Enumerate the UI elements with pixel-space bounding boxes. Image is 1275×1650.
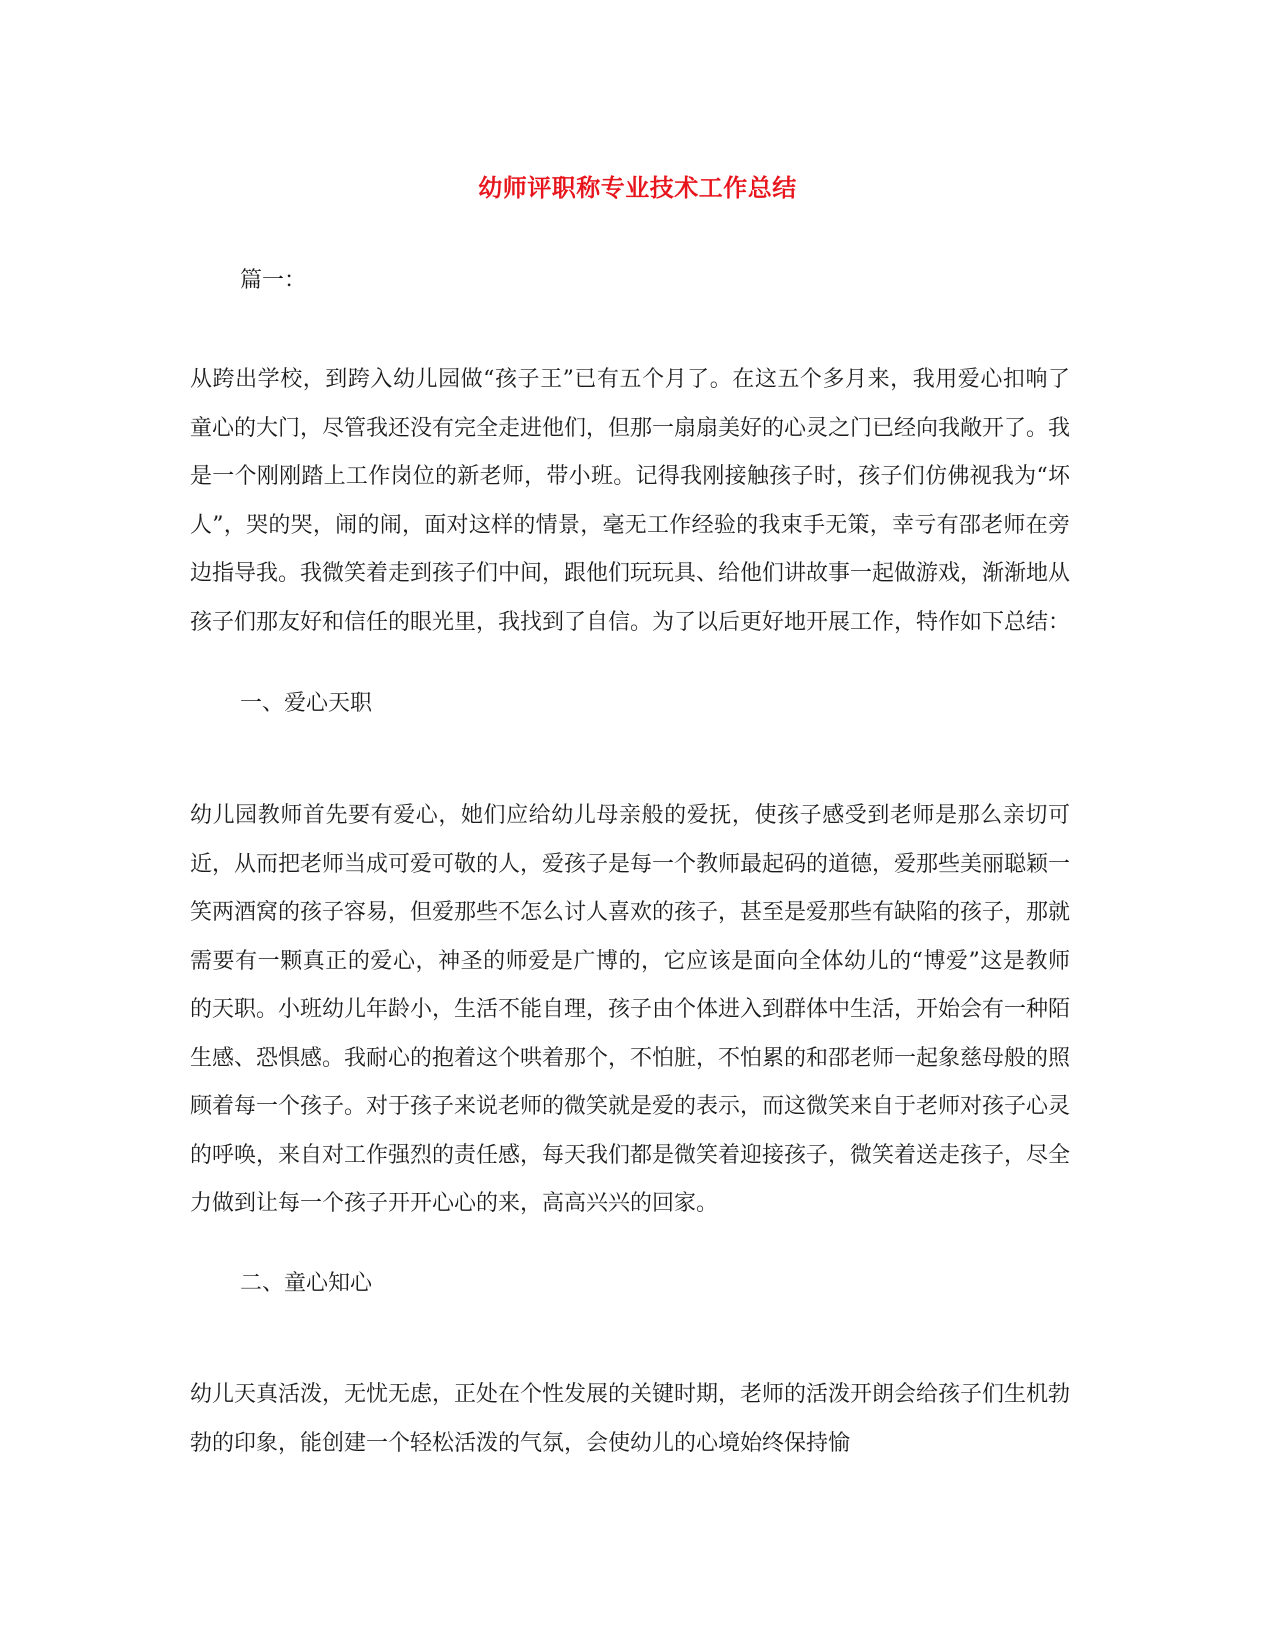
paragraph-intro: 从跨出学校，到跨入幼儿园做“孩子王”已有五个月了。在这五个多月来，我用爱心扣响了童心的大门，尽管我还没有完全走进他们，但那一扇扇美好的心灵之门已经向我敞开了。我是一个刚刚踏上工作岗位的新老师，带小班。记得我刚接触孩子时，孩子们仿佛视我为“坏人”，哭的哭，闹的闹，面对这样的情景，毫无工作经验的我束手无策，幸亏有邵老师在旁边指导我。我微笑着走到孩子们中间，跟他们玩玩具、给他们讲故事一起做游戏，渐渐地从孩子们那友好和信任的眼光里，我找到了自信。为了以后更好地开展工作，特作如下总结： (190, 367, 1071, 635)
section-heading-childlike: 二、童心知心 (240, 1271, 373, 1296)
part-label: 篇一： (240, 268, 307, 293)
paragraph-childlike: 幼儿天真活泼，无忧无虑，正处在个性发展的关键时期，老师的活泼开朗会给孩子们生机勃勃的印象，能创建一个轻松活泼的气氛，会使幼儿的心境始终保持愉 (190, 1382, 1071, 1456)
document-title: 幼师评职称专业技术工作总结 (478, 173, 797, 202)
section-heading-love: 一、爱心天职 (240, 691, 373, 716)
paragraph-love: 幼儿园教师首先要有爱心，她们应给幼儿母亲般的爱抚，使孩子感受到老师是那么亲切可近，从而把老师当成可爱可敬的人，爱孩子是每一个教师最起码的道德，爱那些美丽聪颖一笑两酒窝的孩子容易，但爱那些不怎么讨人喜欢的孩子，甚至是爱那些有缺陷的孩子，那就需要有一颗真正的爱心，神圣的师爱是广博的，它应该是面向全体幼儿的“博爱”这是教师的天职。小班幼儿年龄小，生活不能自理，孩子由个体进入到群体中生活，开始会有一种陌生感、恐惧感。我耐心的抱着这个哄着那个，不怕脏，不怕累的和邵老师一起象慈母般的照顾着每一个孩子。对于孩子来说老师的微笑就是爱的表示，而这微笑来自于老师对孩子心灵的呼唤，来自对工作强烈的责任感，每天我们都是微笑着迎接孩子，微笑着送走孩子，尽全力做到让每一个孩子开开心心的来，高高兴兴的回家。 (190, 803, 1071, 1216)
